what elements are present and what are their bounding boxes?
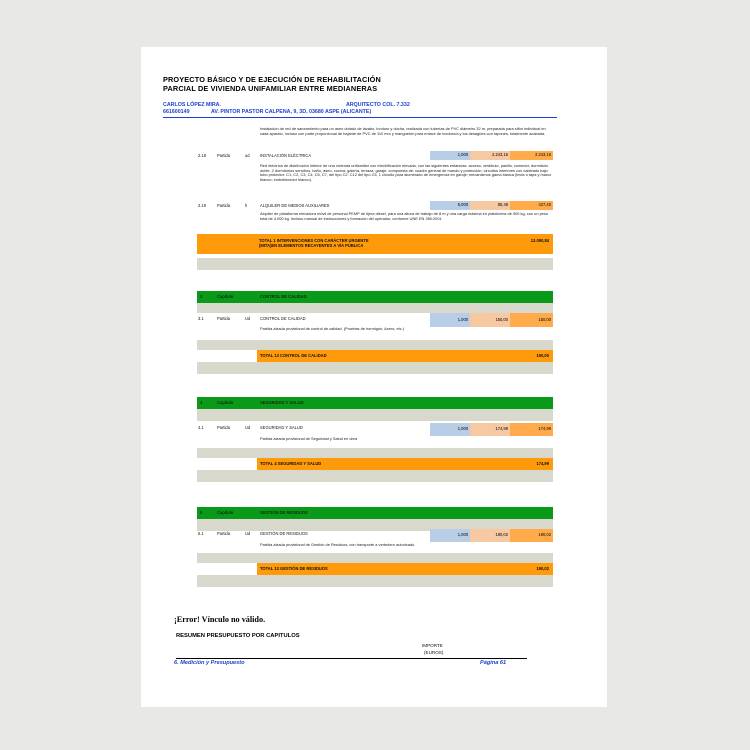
- chapter-total-bar: [197, 234, 553, 254]
- item-name: ALQUILER DE MEDIOS AUXILIARES: [260, 203, 330, 208]
- price-value: 2.243,16: [492, 152, 508, 157]
- chapter-total-bar: [257, 458, 553, 470]
- total-cell: [510, 529, 553, 542]
- item-description: Partida alzada provisional de Gestión de Residuos, con transporte a vertedero autorizado.: [260, 542, 416, 547]
- item-name: CONTROL DE CALIDAD: [260, 316, 306, 321]
- item-unit: ud: [245, 153, 250, 158]
- title-line-2: PARCIAL DE VIVIENDA UNIFAMILIAR ENTRE MEDIANERAS: [163, 84, 378, 93]
- qty-value: 1,000: [457, 152, 468, 157]
- price-cell: [470, 313, 510, 327]
- error-message: ¡Error! Vínculo no válido.: [174, 615, 266, 624]
- chapter-title: CONTROL DE CALIDAD: [260, 294, 307, 299]
- chapter-total-label: TOTAL 4 SEGURIDAD Y SALUD: [260, 461, 322, 466]
- item-description: Partida alzada provisional de control de calidad. (Pruebas de hormigón, Acero, etc.): [260, 326, 405, 331]
- chapter-total-label: TOTAL 13 GESTIÓN DE RESIDUOS: [260, 566, 328, 571]
- separator-band: [197, 340, 553, 350]
- chapter-header-bar: [197, 507, 553, 519]
- qty-value: 1,000: [457, 532, 468, 537]
- chapter-header-bar: [197, 291, 553, 303]
- separator-band: [197, 470, 553, 482]
- item-type: Partida: [217, 316, 230, 321]
- header-rule: [163, 117, 557, 118]
- chapter-total-bar: [257, 350, 553, 362]
- item-description: Red eléctrica de distribución interior de una vivienda unifamiliar con electrificación elevada, con las siguientes estancias: acceso, vestíbulo, pasillo, comedor, dormitorio doble, 2 dormitorios sencillos, baño, aseo, cocina, galería, terraza, garaje, compuesta de: cuadro general de mando y protección; circuitos interiores con cableado bajo tubo protector: C1, C2, C3, C4, C5, C7, del tipo C2: C12 del tipo C5, 1 circuito para alumbrado de emergencia en garaje; mecanismos gama básica (tecla o tapa y marco blanco; embellecedor blanco).: [260, 163, 552, 182]
- footer-page-number: Página 61: [480, 660, 507, 666]
- document-title: [163, 75, 583, 93]
- chapter-total-label: TOTAL 13 CONTROL DE CALIDAD: [260, 353, 327, 358]
- price-value: 150,00: [495, 317, 508, 322]
- qty-cell: [430, 423, 470, 436]
- chapter-total-label-1: TOTAL 1 INTERVENCIONES CON CARÁCTER URGENTE: [259, 238, 369, 243]
- qty-value: 1,000: [457, 317, 468, 322]
- chapter-total-bar: [257, 563, 553, 575]
- item-code: 4.1: [198, 425, 204, 430]
- item-unit: Ud: [245, 531, 251, 536]
- item-type: Partida: [217, 425, 230, 430]
- price-cell: [470, 423, 510, 436]
- total-cell: [510, 201, 553, 210]
- price-cell: [470, 529, 510, 542]
- separator-band: [197, 362, 553, 374]
- price-cell: [470, 151, 510, 160]
- total-cell: [510, 151, 553, 160]
- chapter-type: Capítulo: [217, 400, 234, 405]
- item-code: 2.19: [198, 203, 206, 208]
- qty-cell: [430, 313, 470, 327]
- chapter-title: GESTIÓN DE RESIDUOS: [260, 510, 308, 515]
- chapter-header-bar: [197, 397, 553, 409]
- item-description: Alquiler de plataforma elevadora móvil de personal PEMP de tijera diesel, para una altura de trabajo de 8 m y una carga máxima en plataforma de 900 kg, con un peso total de 4.000 kg. Incluso manual de instrucciones y formación del operador, conforme UNE EN 280:2001: [260, 211, 549, 221]
- separator-band: [197, 448, 553, 458]
- author-name: CARLOS LÓPEZ MIRA.: [163, 102, 221, 108]
- total-value: 427,40: [538, 202, 551, 207]
- intro-description: Instalación de red de saneamiento para un aseo dotado de lavabo, inodoro y ducha, realizada con tuberías de PVC diámetro 32 m, preparada para sifón individual en cada aparato, incluso con parte proporcional de bajante de PVC de 110 mm y manguetón para enlace de inodoro/a y los desagües con tapones, totalmente acabada.: [260, 126, 546, 136]
- author-phone: 661600149: [163, 109, 190, 115]
- qty-cell: [430, 151, 470, 160]
- document-page: [141, 47, 607, 707]
- total-value: 2.243,16: [535, 152, 551, 157]
- item-unit: Ud: [245, 316, 251, 321]
- item-code: 5.1: [198, 531, 204, 536]
- item-name: GESTIÓN DE RESIDUOS: [260, 531, 308, 536]
- item-unit: Ud: [245, 425, 251, 430]
- importe-label: IMPORTE: [422, 643, 443, 648]
- total-value: 174,99: [538, 426, 551, 431]
- chapter-total-value: 174,99: [536, 461, 549, 466]
- total-cell: [510, 423, 553, 436]
- qty-value: 5,000: [457, 202, 468, 207]
- price-value: 174,99: [495, 426, 508, 431]
- price-cell: [470, 201, 510, 210]
- separator-band: [197, 553, 553, 563]
- chapter-number: 5: [200, 510, 203, 515]
- item-name: INSTALACIÓN ELÉCTRICA: [260, 153, 312, 158]
- qty-value: 1,000: [457, 426, 468, 431]
- total-cell: [510, 313, 553, 327]
- item-code: 2.18: [198, 153, 206, 158]
- chapter-number: 3: [200, 294, 203, 299]
- chapter-type: Capítulo: [217, 510, 234, 515]
- chapter-total-value: 190,02: [536, 566, 549, 571]
- chapter-total-value: 13.090,84: [530, 238, 549, 243]
- chapter-number: 4: [200, 400, 203, 405]
- item-unit: h: [245, 203, 248, 208]
- item-type: Partida: [217, 203, 230, 208]
- author-role: ARQUITECTO COL. 7.332: [346, 102, 410, 108]
- chapter-title: SEGURIDAD Y SALUD: [260, 400, 304, 405]
- separator-band: [197, 258, 553, 270]
- chapter-total-label-2: (MITA)EN ELEMENTOS RECAYENTES A VÍA PÚBLICA: [259, 243, 364, 248]
- qty-cell: [430, 529, 470, 542]
- euros-label: (EUROS): [424, 650, 444, 655]
- price-value: 190,02: [495, 532, 508, 537]
- summary-rule: [176, 658, 527, 659]
- chapter-type: Capítulo: [217, 294, 234, 299]
- item-description: Partida alzada provisional de Seguridad y Salud en obra: [260, 436, 358, 441]
- price-value: 85,48: [497, 202, 508, 207]
- total-value: 150,00: [538, 317, 551, 322]
- item-name: SEGURIDAD Y SALUD: [260, 425, 303, 430]
- separator-band: [197, 303, 553, 313]
- separator-band: [197, 409, 553, 421]
- footer-section: 6. Medición y Presupuesto: [174, 660, 245, 666]
- separator-band: [197, 575, 553, 587]
- item-type: Partida: [217, 531, 230, 536]
- item-code: 3.1: [198, 316, 204, 321]
- title-line-1: PROYECTO BÁSICO Y DE EJECUCIÓN DE REHABILITACIÓN: [163, 75, 381, 84]
- qty-cell: [430, 201, 470, 210]
- summary-title: RESUMEN PRESUPUESTO POR CAPITULOS: [176, 633, 300, 639]
- author-address: AV. PINTOR PASTOR CALPENA, 9, 3D, 03680 ASPE (ALICANTE): [211, 109, 372, 115]
- total-value: 190,02: [538, 532, 551, 537]
- item-type: Partida: [217, 153, 230, 158]
- chapter-total-value: 150,00: [536, 353, 549, 358]
